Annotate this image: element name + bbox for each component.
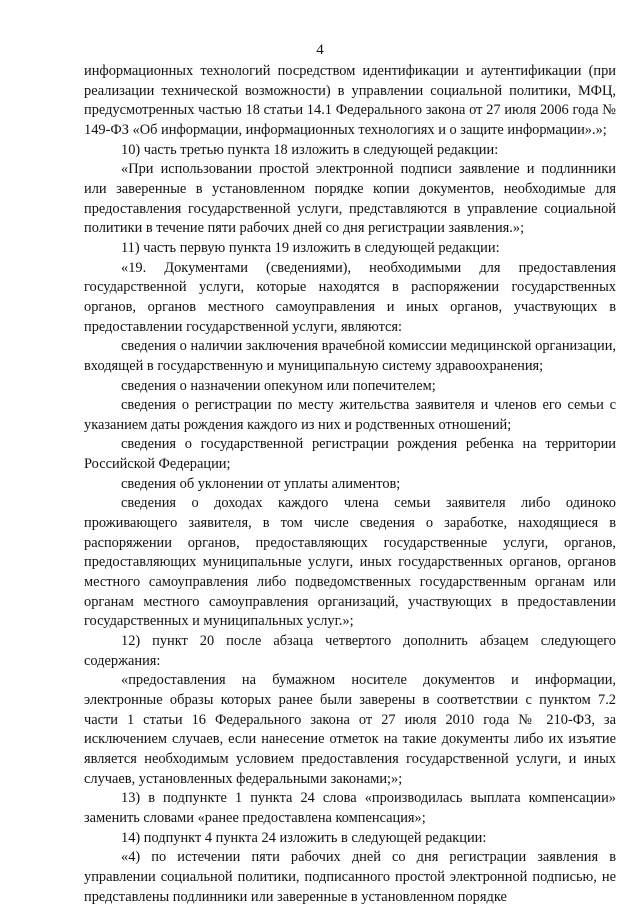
paragraph: 14) подпункт 4 пункта 24 изложить в следующей редакции: — [121, 829, 487, 846]
paragraph: сведения о регистрации по месту жительства заявителя и членов его семьи с указанием даты рождения каждого из них и родственных отношений; — [84, 397, 616, 433]
paragraph: «4) по истечении пяти рабочих дней со дня регистрации заявления в управлении социальной политики, подписанного простой электронной подписью, не представлены подлинники или заверенные в установленном порядке — [84, 849, 616, 905]
paragraph: 12) пункт 20 после абзаца четвертого дополнить абзацем следующего содержания: — [84, 633, 616, 669]
page-number: 4 — [316, 42, 324, 58]
document-body — [84, 62, 616, 907]
paragraph: 11) часть первую пункта 19 изложить в следующей редакции: — [121, 239, 500, 256]
paragraph: сведения о государственной регистрации рождения ребенка на территории Российской Федерации; — [84, 436, 616, 473]
paragraph: «предоставления на бумажном носителе документов и информации, электронные образы которых ранее были заверены в соответствии с пунктом 7.2 части 1 статьи 16 Федерального закона от 27 июля 2010 года № 210-ФЗ, за исключением случаев, если нанесение отметок на такие документы либо их изъятие является необходимым условием предоставления государственной услуги, и иных случаев, установленных федеральными законами;»; — [84, 672, 616, 787]
paragraph: сведения об уклонении от уплаты алиментов; — [121, 475, 401, 492]
paragraph: сведения о назначении опекуном или попечителем; — [121, 377, 436, 394]
paragraph: сведения о доходах каждого члена семьи заявителя либо одиноко проживающего заявителя, в том числе сведения о заработке, находящиеся в распоряжении органов, предоставляющих государственные услуги, органов, предоставляющих муниципальные услуги, иных государственных органов, органов местного самоуправления либо подведомственных государственным органам или органам местного самоуправления организаций, участвующих в предоставлении государственных и муниципальных услуг.»; — [84, 495, 616, 630]
paragraph: 10) часть третью пункта 18 изложить в следующей редакции: — [121, 141, 499, 158]
paragraph: «19. Документами (сведениями), необходимыми для предоставления государственной услуги, которые находятся в распоряжении государственных органов, органов местного самоуправления и иных органов, участвующих в предоставлении государственной услуги, являются: — [84, 259, 616, 335]
paragraph: информационных технологий посредством идентификации и аутентификации (при реализации технической возможности) в управлении социальной политики, МФЦ, предусмотренных частью 18 статьи 14.1 Федерального закона от 27 июля 2006 года № 149-ФЗ «Об информации, информационных технологиях и о защите информации».»; — [84, 63, 616, 138]
paragraph: 13) в подпункте 1 пункта 24 слова «производилась выплата компенсации» заменить словами «ранее предоставлена компенсация»; — [84, 790, 616, 826]
paragraph: «При использовании простой электронной подписи заявление и подлинники или заверенные в установленном порядке копии документов, необходимые для предоставления государственной услуги, представляются в управление социальной политики в течение пяти рабочих дней со дня регистрации заявления.»; — [84, 161, 616, 237]
paragraph: сведения о наличии заключения врачебной комиссии медицинской организации, входящей в государственную и муниципальную систему здравоохранения; — [84, 338, 616, 374]
